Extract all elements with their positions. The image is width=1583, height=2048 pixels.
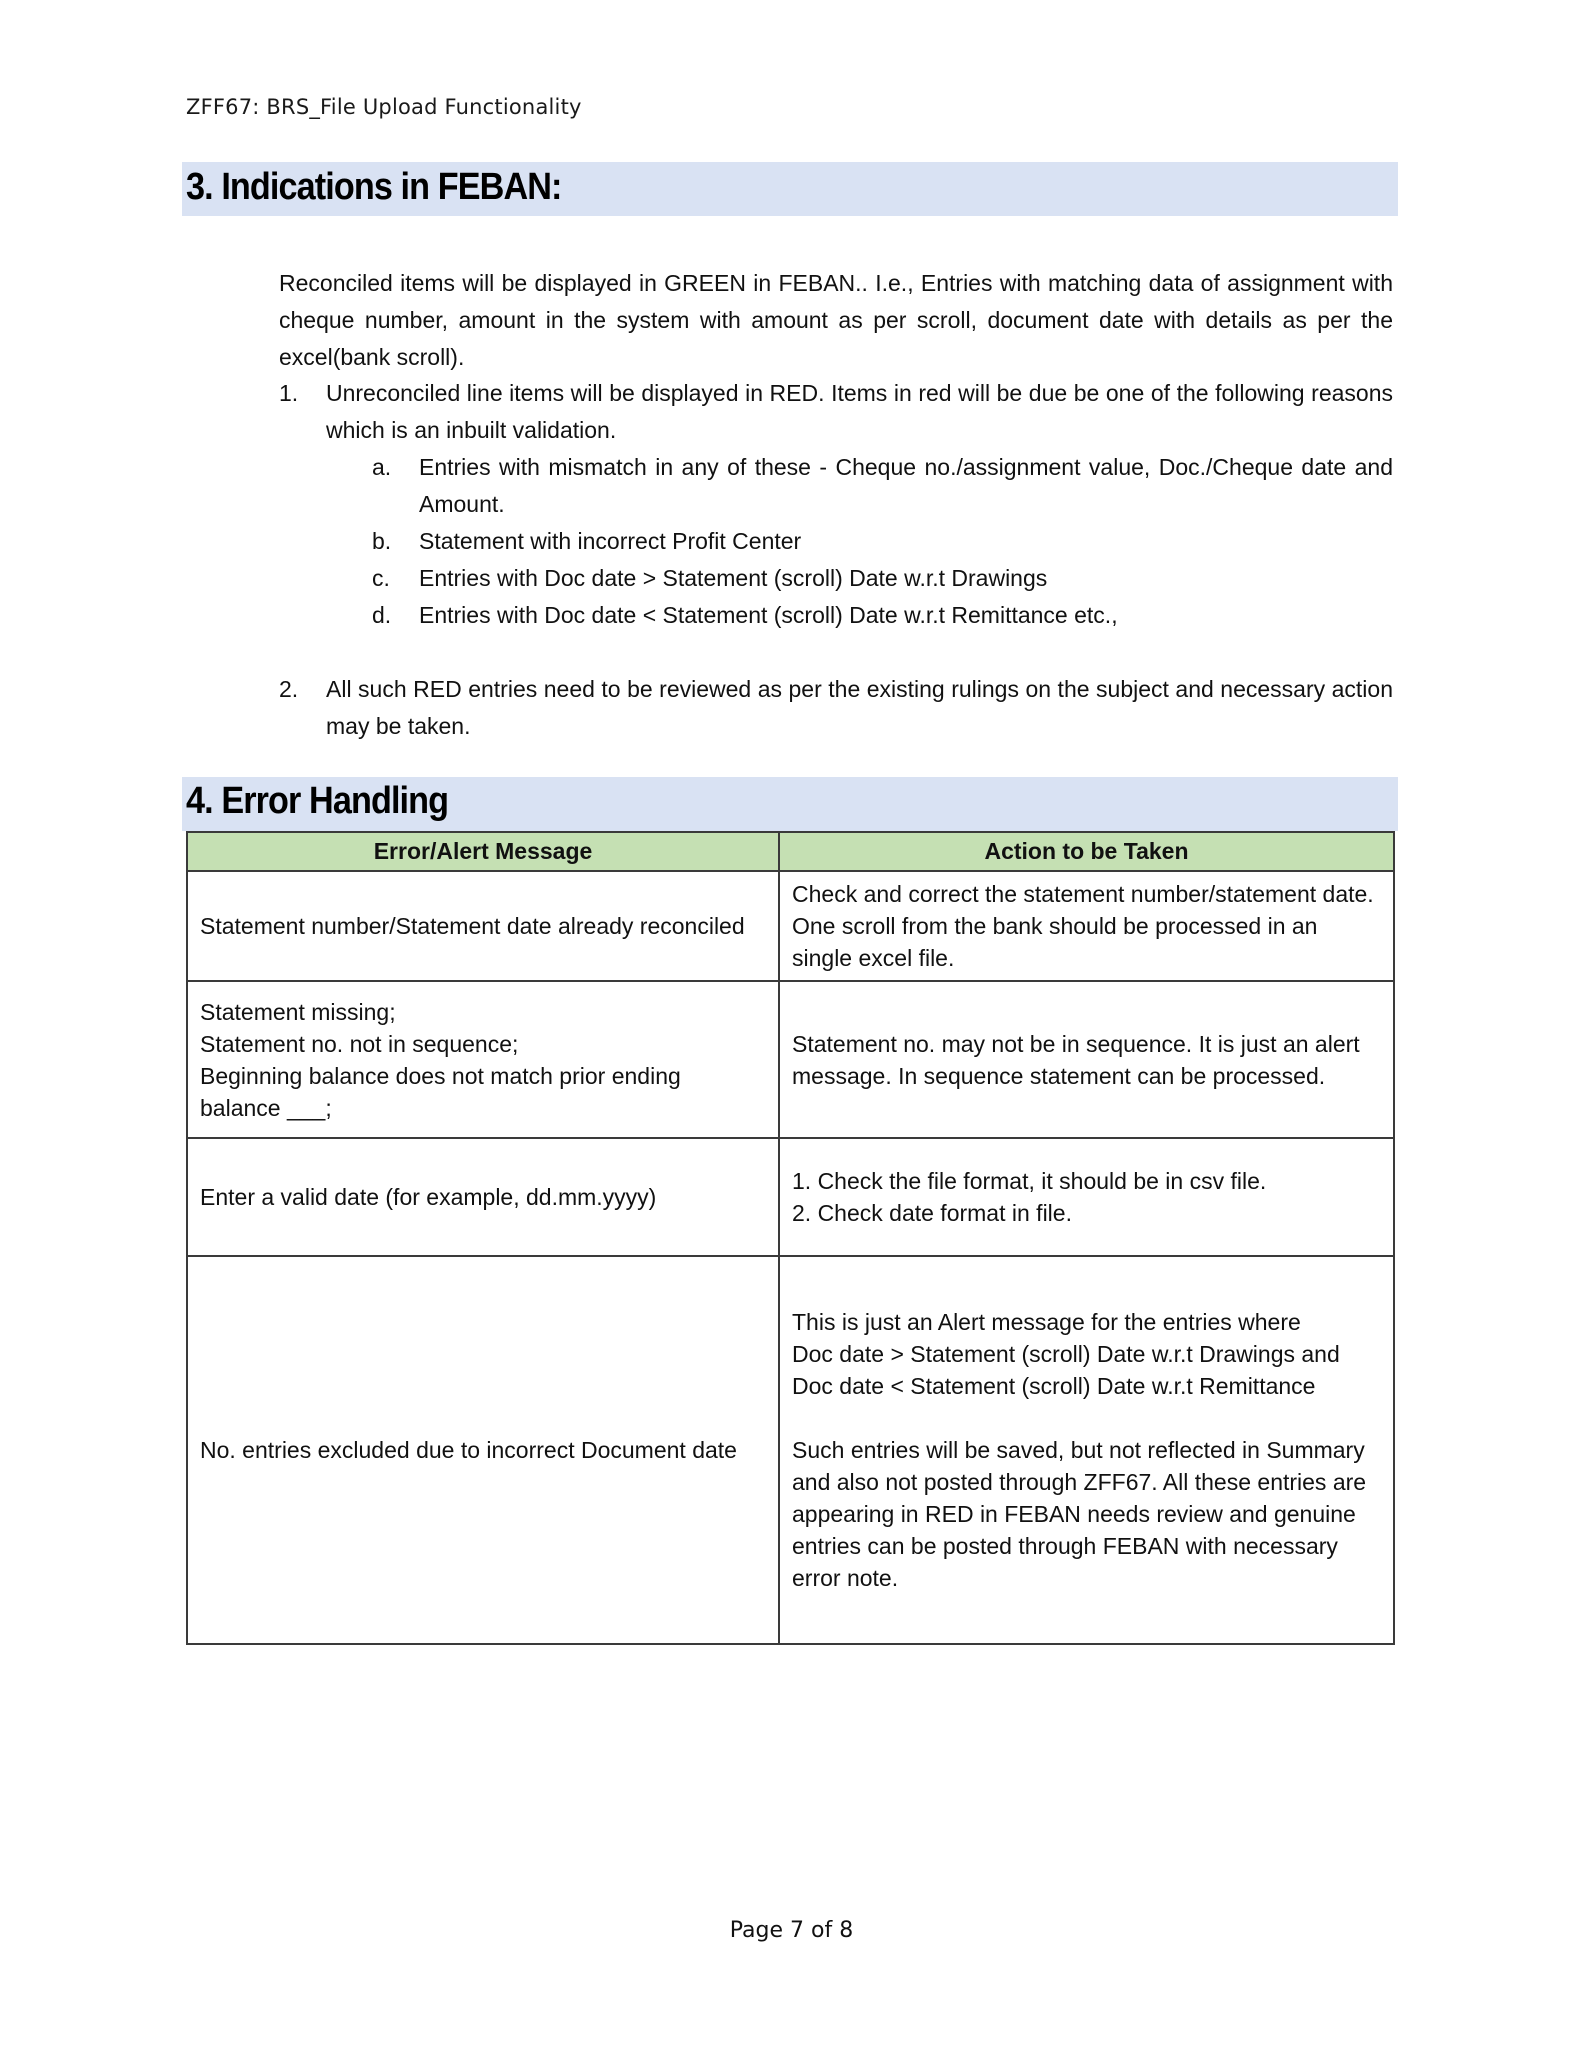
running-header: ZFF67: BRS_File Upload Functionality	[186, 95, 582, 119]
page-number: Page 7 of 8	[729, 1918, 854, 1943]
section-3-intro: Reconciled items will be displayed in GREEN in FEBAN.. I.e., Entries with matching data of assignment with cheque number, amount in the system with amount as per scroll, document date with details as per the excel(bank scroll).	[279, 270, 1393, 370]
action-line: Doc date > Statement (scroll) Date w.r.t Drawings and	[792, 1341, 1340, 1367]
column-header-action: Action to be Taken	[779, 832, 1394, 871]
message-line: Statement number/Statement date already reconciled	[200, 913, 745, 939]
table-row	[187, 871, 1394, 981]
error-message-cell	[187, 871, 779, 981]
action-line: This is just an Alert message for the entries where	[792, 1309, 1301, 1335]
sub-list-item-a	[372, 449, 1393, 523]
sub-list-item-b	[372, 523, 1393, 560]
list-marker: 2.	[279, 676, 299, 702]
list-item-text: All such RED entries need to be reviewed as per the existing rulings on the subject and necessary action may be taken.	[326, 676, 1393, 739]
section-3-title: 3. Indications in FEBAN:	[186, 166, 562, 208]
sub-list-marker: c.	[372, 565, 390, 591]
error-message-cell	[187, 1138, 779, 1256]
list-item-text: Unreconciled line items will be displayed in RED. Items in red will be due be one of the following reasons which is an inbuilt validation.	[326, 380, 1393, 443]
error-message-cell	[187, 981, 779, 1138]
table-row	[187, 981, 1394, 1138]
sub-list-marker: b.	[372, 528, 392, 554]
sub-list-item-d	[372, 597, 1393, 634]
message-line: Statement missing;	[200, 998, 396, 1025]
paragraph-gap	[792, 1402, 1381, 1434]
message-line: No. entries excluded due to incorrect Document date	[200, 1437, 737, 1463]
sub-list-item-text: Statement with incorrect Profit Center	[419, 528, 802, 554]
list-item-1	[279, 375, 1393, 449]
message-line: Statement no. not in sequence;	[200, 1030, 519, 1057]
action-line: 2. Check date format in file.	[792, 1200, 1072, 1226]
action-cell	[779, 981, 1394, 1138]
action-line: 1. Check the file format, it should be in csv file.	[792, 1168, 1267, 1194]
list-marker: 1.	[279, 380, 299, 406]
table-header-row	[187, 832, 1394, 871]
section-3-heading-bar	[182, 162, 1398, 216]
action-cell	[779, 871, 1394, 981]
sub-list-marker: a.	[372, 454, 392, 480]
action-line: Such entries will be saved, but not reflected in Summary and also not posted through ZFF67. All these entries are appearing in RED in FEBAN needs review and genuine entries can be posted through FEBAN with necessary error note.	[792, 1437, 1367, 1591]
column-header-message: Error/Alert Message	[187, 832, 779, 871]
action-line: Statement no. may not be in sequence. It is just an alert message. In sequence statement can be processed.	[792, 1030, 1360, 1089]
error-message-cell	[187, 1256, 779, 1644]
sub-list-item-text: Entries with Doc date < Statement (scroll) Date w.r.t Remittance etc.,	[419, 602, 1118, 628]
error-handling-table	[186, 831, 1395, 1645]
table-row	[187, 1256, 1394, 1644]
section-4-heading-bar	[182, 777, 1398, 831]
action-cell	[779, 1138, 1394, 1256]
action-line: Doc date < Statement (scroll) Date w.r.t Remittance	[792, 1373, 1316, 1399]
list-item-2	[279, 671, 1393, 745]
action-cell	[779, 1256, 1394, 1644]
table-row	[187, 1138, 1394, 1256]
message-line: Beginning balance does not match prior ending balance ___;	[200, 1062, 681, 1121]
sub-list-item-c	[372, 560, 1393, 597]
sub-list-marker: d.	[372, 602, 392, 628]
message-line: Enter a valid date (for example, dd.mm.yyyy)	[200, 1184, 657, 1210]
action-line: Check and correct the statement number/statement date. One scroll from the bank should be processed in an single excel file.	[792, 881, 1374, 971]
section-4-title: 4. Error Handling	[186, 780, 449, 822]
sub-list-item-text: Entries with Doc date > Statement (scroll) Date w.r.t Drawings	[419, 565, 1048, 591]
sub-list-item-text: Entries with mismatch in any of these - Cheque no./assignment value, Doc./Cheque date and Amount.	[419, 454, 1393, 517]
